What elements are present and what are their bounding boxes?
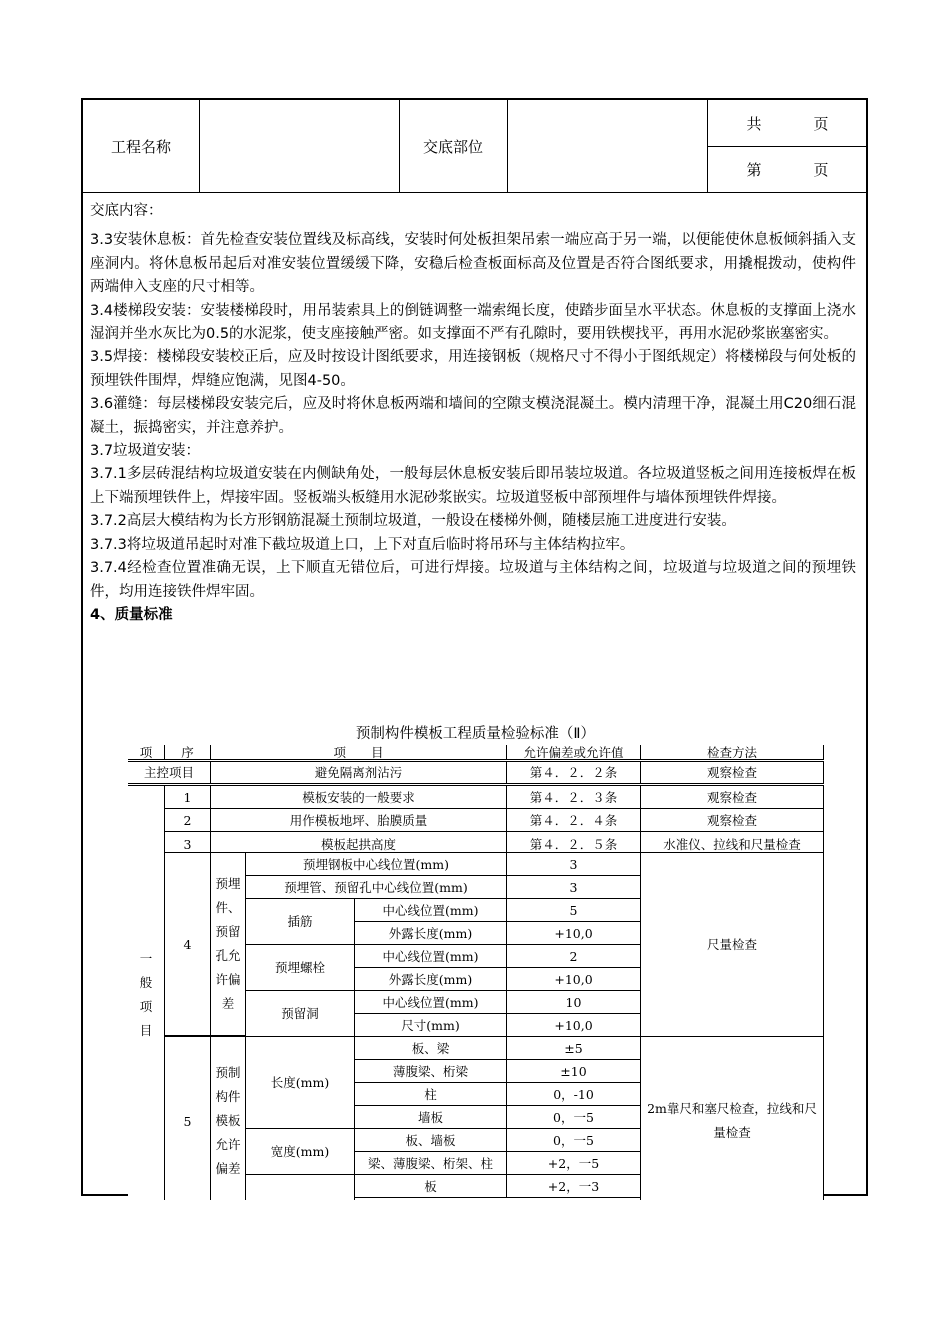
row-seq: 2	[164, 808, 211, 832]
part-value	[507, 100, 708, 192]
group4-label: 预埋 件、 预留 孔允 许偏 差	[210, 852, 246, 1036]
group4-tolerance: +10,0	[506, 1013, 641, 1037]
group4-tolerance: 5	[506, 898, 641, 922]
group5-item: 板、梁	[354, 1036, 507, 1060]
row-tolerance: 第４．２．３条	[506, 785, 641, 809]
paragraph: 3.7.2高层大模结构为长方形钢筋混凝土预制垃圾道，一般设在楼梯外侧，随楼层施工进度进行安装。	[90, 513, 736, 530]
project-name-label: 工程名称	[83, 100, 200, 192]
group5-item: 柱	[354, 1082, 507, 1106]
paragraph: 3.7垃圾道安装：	[90, 443, 201, 460]
group5-tolerance: +2，一3	[506, 1174, 641, 1198]
group4-subitem: 中心线位置(mm)	[354, 898, 507, 922]
paragraph: 3.4楼梯段安装：安装楼梯段时，用吊装索具上的倒链调整一端索绳长度，使踏步面呈水平状态。休息板的支撑面上浇水湿润并坐水灰比为0.5的水泥浆，使支座接触严密。如支撑面不严有孔隙时，要用铁楔找平，再用水泥砂浆嵌塞密实。	[90, 302, 856, 343]
group4-tolerance: 3	[506, 852, 641, 876]
row-method: 观察检查	[640, 808, 824, 832]
group4-subgroup: 预埋螺栓	[245, 944, 355, 991]
main-control-project: 避免隔离剂沾污	[210, 761, 507, 784]
header-table	[83, 100, 868, 193]
group4-subitem: 外露长度(mm)	[354, 921, 507, 945]
group4-tolerance: +10,0	[506, 967, 641, 991]
row-seq: 3	[164, 831, 211, 853]
group4-item: 预埋管、预留孔中心线位置(mm)	[245, 875, 507, 899]
group5-tolerance: 0，一5	[506, 1105, 641, 1129]
section-heading: 4、质量标准	[90, 606, 173, 623]
main-control-tolerance: 第４．２．２条	[506, 761, 641, 784]
group4-item: 预埋钢板中心线位置(mm)	[245, 852, 507, 876]
th-tolerance: 允许偏差或允许值	[506, 745, 641, 760]
paragraph: 3.7.4经检查位置准确无误，上下顺直无错位后，可进行焊接。垃圾道与主体结构之间，垃圾道与垃圾道之间的预埋铁件，均用连接铁件焊牢固。	[90, 560, 856, 600]
table-title: 预制构件模板工程质量检验标准（Ⅱ）	[355, 726, 596, 742]
group5-item: 梁、薄腹梁、桁架、柱	[354, 1151, 507, 1175]
group5-item: 墙板	[354, 1105, 507, 1129]
group5-item: 板、墙板	[354, 1128, 507, 1152]
row-method: 水准仪、拉线和尺量检查	[640, 831, 824, 853]
group4-subitem: 中心线位置(mm)	[354, 944, 507, 968]
project-name-value	[199, 100, 400, 192]
row-tolerance: 第４．２．５条	[506, 831, 641, 853]
group4-subitem: 中心线位置(mm)	[354, 990, 507, 1014]
group5-method: 2m靠尺和塞尺检查，拉线和尺量检查	[640, 1036, 824, 1200]
group5-next	[245, 1174, 355, 1200]
group5-tolerance: 0，-10	[506, 1082, 641, 1106]
briefing-content	[90, 200, 856, 627]
content-label: 交底内容：	[90, 203, 163, 219]
group5-tolerance: +2，一5	[506, 1151, 641, 1175]
th-method: 检查方法	[640, 745, 824, 760]
row-project: 模板安装的一般要求	[210, 785, 507, 809]
group4-method: 尺量检查	[640, 852, 824, 1037]
group5-item: 薄腹梁、桁梁	[354, 1059, 507, 1083]
group5-label: 预制 构件 模板 允许 偏差	[210, 1036, 246, 1200]
group4-tolerance: 3	[506, 875, 641, 899]
page-number: 第 页	[746, 160, 829, 179]
group4-subgroup: 插筋	[245, 898, 355, 945]
row-method: 观察检查	[640, 785, 824, 809]
paragraph: 3.7.1多层砖混结构垃圾道安装在内侧缺角处，一般每层休息板安装后即吊装垃圾道。各垃圾道竖板之间用连接板焊在板上下端预埋铁件上，焊接牢固。竖板端头板缝用水泥砂浆嵌实。垃圾道竖板中部预埋件与墙体预埋铁件焊接。	[90, 466, 856, 506]
group4-tolerance: +10,0	[506, 921, 641, 945]
part-label: 交底部位	[399, 100, 508, 192]
row-project: 用作模板地坪、胎膜质量	[210, 808, 507, 832]
paragraph: 3.3安装休息板：首先检查安装位置线及标高线，安装时何处板担架吊索一端应高于另一端，以便能使休息板倾斜插入支座洞内。将休息板吊起后对准安装位置缓缓下降，安稳后检查板面标高及位置是否符合图纸要求，用撬棍拨动，使构件两端伸入支座的尺寸相等。	[90, 232, 856, 296]
group4-seq: 4	[164, 852, 211, 1036]
group5-tolerance: ±10	[506, 1059, 641, 1083]
quality-table	[128, 745, 826, 1200]
group5-seq: 5	[164, 1036, 211, 1200]
group5-length: 长度(mm)	[245, 1036, 355, 1129]
main-control-method: 观察检查	[640, 761, 824, 784]
group4-subitem: 外露长度(mm)	[354, 967, 507, 991]
th-item: 项	[128, 745, 165, 760]
th-project: 项 目	[210, 745, 507, 760]
general-category: 一 般 项 目	[128, 785, 165, 1200]
document-frame	[81, 98, 868, 1196]
group5-tolerance: 0，一5	[506, 1128, 641, 1152]
paragraph: 3.7.3将垃圾道吊起时对准下截垃圾道上口，上下对直后临时将吊环与主体结构拉牢。	[90, 536, 635, 553]
group4-tolerance: 2	[506, 944, 641, 968]
group5-item: 板	[354, 1174, 507, 1198]
row-project: 模板起拱高度	[210, 831, 507, 853]
group5-tolerance: ±5	[506, 1036, 641, 1060]
group4-tolerance: 10	[506, 990, 641, 1014]
group4-subitem: 尺寸(mm)	[354, 1013, 507, 1037]
group4-subgroup: 预留洞	[245, 990, 355, 1037]
paragraph: 3.5焊接：楼梯段安装校正后，应及时按设计图纸要求，用连接钢板（规格尺寸不得小于图纸规定）将楼梯段与何处板的预埋铁件围焊，焊缝应饱满，见图4-50。	[90, 349, 856, 389]
paragraph: 3.6灌缝：每层楼梯段安装完后，应及时将休息板两端和墙间的空隙支模浇混凝土。模内清理干净，混凝土用C20细石混凝土，振捣密实，并注意养护。	[90, 396, 856, 436]
group5-width: 宽度(mm)	[245, 1128, 355, 1175]
main-control-category: 主控项目	[128, 761, 211, 784]
row-seq: 1	[164, 785, 211, 809]
th-seq: 序	[164, 745, 211, 760]
total-pages: 共 页	[707, 100, 868, 147]
row-tolerance: 第４．２．４条	[506, 808, 641, 832]
